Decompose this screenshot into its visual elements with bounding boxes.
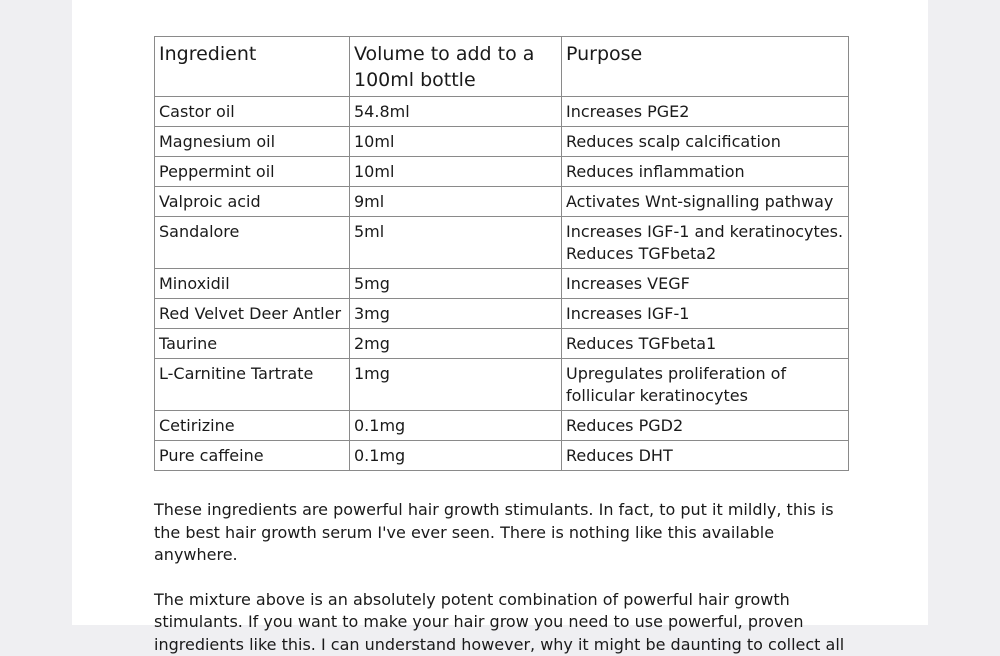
table-row [155,269,849,299]
cell-volume: 5mg [350,269,562,299]
cell-volume: 9ml [350,187,562,217]
cell-volume: 5ml [350,217,562,269]
table-header-row [155,37,849,97]
cell-ingredient: Castor oil [155,97,350,127]
table-row [155,359,849,411]
header-ingredient: Ingredient [155,37,350,97]
document-page [72,0,928,625]
cell-purpose: Activates Wnt-signalling pathway [562,187,849,217]
table-row [155,127,849,157]
cell-ingredient: L-Carnitine Tartrate [155,359,350,411]
cell-volume: 3mg [350,299,562,329]
cell-purpose: Reduces TGFbeta1 [562,329,849,359]
table-row [155,217,849,269]
cell-purpose: Reduces inflammation [562,157,849,187]
cell-purpose: Increases IGF-1 and keratinocytes. Reduces TGFbeta2 [562,217,849,269]
cell-volume: 54.8ml [350,97,562,127]
cell-purpose: Reduces DHT [562,441,849,471]
table-row [155,329,849,359]
cell-ingredient: Red Velvet Deer Antler [155,299,350,329]
cell-volume: 0.1mg [350,411,562,441]
cell-ingredient: Sandalore [155,217,350,269]
table-row [155,97,849,127]
cell-purpose: Increases IGF-1 [562,299,849,329]
table-row [155,299,849,329]
cell-purpose: Upregulates proliferation of follicular keratinocytes [562,359,849,411]
cell-purpose: Reduces PGD2 [562,411,849,441]
article-content [154,36,848,656]
cell-ingredient: Minoxidil [155,269,350,299]
cell-ingredient: Taurine [155,329,350,359]
cell-volume: 1mg [350,359,562,411]
cell-purpose: Increases VEGF [562,269,849,299]
cell-volume: 10ml [350,157,562,187]
table-row [155,187,849,217]
cell-ingredient: Cetirizine [155,411,350,441]
cell-ingredient: Valproic acid [155,187,350,217]
cell-ingredient: Peppermint oil [155,157,350,187]
table-row [155,411,849,441]
cell-purpose: Reduces scalp calcification [562,127,849,157]
header-volume: Volume to add to a 100ml bottle [350,37,562,97]
header-purpose: Purpose [562,37,849,97]
cell-volume: 10ml [350,127,562,157]
body-paragraph: These ingredients are powerful hair growth stimulants. In fact, to put it mildly, this is the best hair growth serum I've ever seen. There is nothing like this available anywhere. [154,499,848,567]
ingredients-table [154,36,849,471]
cell-ingredient: Pure caffeine [155,441,350,471]
body-paragraph: The mixture above is an absolutely potent combination of powerful hair growth stimulants. If you want to make your hair grow you need to use powerful, proven ingredients like this. I can understand however, why it might be daunting to collect all [154,589,848,656]
cell-purpose: Increases PGE2 [562,97,849,127]
table-row [155,157,849,187]
table-row [155,441,849,471]
cell-ingredient: Magnesium oil [155,127,350,157]
cell-volume: 0.1mg [350,441,562,471]
cell-volume: 2mg [350,329,562,359]
